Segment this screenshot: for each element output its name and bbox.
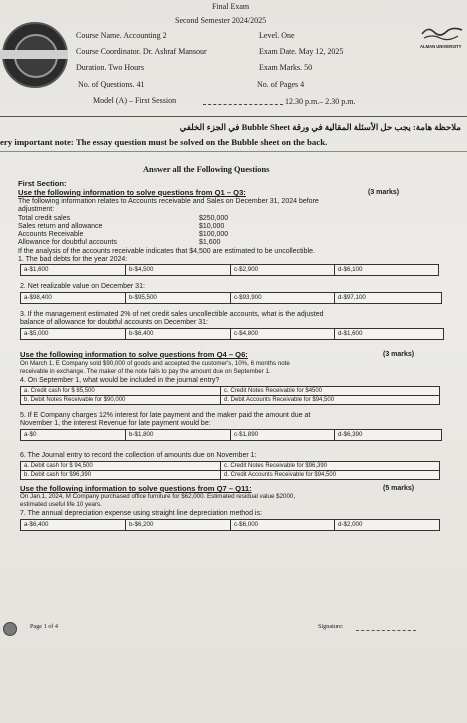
q7-options xyxy=(20,519,440,531)
item-value: $1,600 xyxy=(199,239,221,246)
group2-heading: Use the following information to solve questions from Q4 – Q6: xyxy=(20,350,248,359)
group3-marks: (5 marks) xyxy=(383,485,415,492)
arabic-note: ملاحظة هامة: يجب حل الأسئلة المقالية في ورقة Bubble Sheet في الجزء الخلفي xyxy=(179,122,461,132)
header-divider xyxy=(0,116,467,117)
group3-heading: Use the following information to solve questions from Q7 – Q11: xyxy=(20,484,252,493)
item-label: Accounts Receivable xyxy=(18,231,84,238)
course-coordinator: Course Coordinator. Dr. Ashraf Mansour xyxy=(76,47,207,56)
model-dash-line xyxy=(203,104,283,105)
question-2: 2. Net realizable value on December 31: xyxy=(20,283,145,290)
group1-intro-line2: adjustment: xyxy=(18,206,55,213)
university-logo-text: ALMAN UNIVERSITY xyxy=(420,44,462,49)
question-1: 1. The bad debts for the year 2024: xyxy=(18,256,128,263)
q5-option-b[interactable]: b-$1,800 xyxy=(129,431,154,438)
group2-intro-line2: receivable in exchange. The maker of the note fails to pay the amount due on September 1. xyxy=(20,368,271,375)
question-7: 7. The annual depreciation expense using straight line depreciation method is: xyxy=(20,510,262,517)
group1-intro-line1: The following information relates to Accounts receivable and Sales on December 31, 2024 before xyxy=(18,198,319,205)
q2-option-c[interactable]: c-$93,900 xyxy=(234,294,262,301)
q1-option-d[interactable]: d-$6,100 xyxy=(338,266,363,273)
question-3-line2: balance of allowance for doubtful accounts on December 31: xyxy=(20,319,208,326)
q2-option-b[interactable]: b-$95,500 xyxy=(129,294,157,301)
q1-option-a[interactable]: a-$1,600 xyxy=(24,266,49,273)
q4-option-d[interactable]: d. Debit Accounts Receivable for $94,500 xyxy=(224,397,335,403)
group2-marks: (3 marks) xyxy=(383,351,415,358)
page-number: Page 1 of 4 xyxy=(30,623,59,630)
q7-option-d[interactable]: d-$2,000 xyxy=(338,521,363,528)
level-label: Level. One xyxy=(259,31,295,40)
group1-heading: Use the following information to solve questions from Q1 – Q3: xyxy=(18,188,246,197)
exam-time: 12.30 p.m.– 2.30 p.m. xyxy=(285,97,356,106)
item-value: $250,000 xyxy=(199,215,229,222)
exam-date: Exam Date. May 12, 2025 xyxy=(259,47,344,56)
q3-options xyxy=(20,328,444,340)
question-5-line2: November 1, the interest Revenue for late payment would be: xyxy=(20,420,211,427)
q1-option-c[interactable]: c-$2,900 xyxy=(234,266,259,273)
q1-options xyxy=(20,264,439,276)
q2-option-d[interactable]: d-$97,100 xyxy=(338,294,366,301)
group1-marks: (3 marks) xyxy=(368,189,400,196)
q1-option-b[interactable]: b-$4,500 xyxy=(129,266,154,273)
course-name: Course Name. Accounting 2 xyxy=(76,31,167,40)
q4-option-b[interactable]: b. Debit Notes Receivable for $90,000 xyxy=(24,397,126,403)
q6-options xyxy=(20,461,440,480)
question-6: 6. The Journal entry to record the collection of amounts due on November 1: xyxy=(20,452,257,459)
exam-model: Model (A) – First Session xyxy=(93,96,177,105)
semester-label: Second Semester 2024/2025 xyxy=(175,16,267,25)
item-label: Total credit sales xyxy=(18,215,71,222)
page-count: No. of Pages 4 xyxy=(257,80,305,89)
q5-option-a[interactable]: a-$0 xyxy=(24,431,37,438)
q5-option-c[interactable]: c-$1,890 xyxy=(234,431,259,438)
item-value: $100,000 xyxy=(199,231,229,238)
exam-duration: Duration. Two Hours xyxy=(76,63,144,72)
exam-title: Final Exam xyxy=(212,2,250,11)
item-value: $10,000 xyxy=(199,223,225,230)
q7-option-c[interactable]: c-$6,000 xyxy=(234,521,259,528)
question-count: No. of Questions. 41 xyxy=(78,80,145,89)
q6-option-c[interactable]: c. Credit Notes Receivable for $96,390 xyxy=(224,463,328,469)
university-seal-logo xyxy=(2,22,68,88)
signature-label: Signature: xyxy=(318,623,344,630)
exam-marks: Exam Marks. 50 xyxy=(259,63,313,72)
group2-intro-line1: On March 1, E Company sold $90,000 of goods and accepted the customer's, 10%, 6 months note xyxy=(20,360,290,367)
q7-option-a[interactable]: a-$6,400 xyxy=(24,521,49,528)
q6-option-a[interactable]: a. Debit cash for $ 94,500 xyxy=(24,463,93,469)
question-3-line1: 3. If the management estimated 2% of net credit sales uncollectible accounts, what is the adjusted xyxy=(20,311,324,318)
q3-option-b[interactable]: b-$6,400 xyxy=(129,330,154,337)
q4-options xyxy=(20,386,440,405)
question-5-line1: 5. If E Company charges 12% interest for late payment and the maker paid the amount due at xyxy=(20,412,311,419)
q2-options xyxy=(20,292,442,304)
q4-option-c[interactable]: c. Credit Notes Receivable for $4500 xyxy=(224,388,323,394)
q6-option-b[interactable]: b. Debit cash for $96,390 xyxy=(24,472,92,478)
q7-option-b[interactable]: b-$6,200 xyxy=(129,521,154,528)
item-label: Sales return and allowance xyxy=(18,223,103,230)
group3-intro-line1: On Jan.1, 2024, M Company purchased office furniture for $62,000. Estimated residual value $2000, xyxy=(20,493,296,500)
group3-intro-line2: estimated useful life 10 years. xyxy=(20,501,102,508)
q4-option-a[interactable]: a. Credit cash for $ 85,500 xyxy=(24,388,95,394)
hole-punch-icon xyxy=(3,622,17,636)
q2-option-a[interactable]: a-$98,400 xyxy=(24,294,52,301)
question-4: 4. On September 1, what would be included in the journal entry? xyxy=(20,377,220,384)
english-note: ery important note: The essay question must be solved on the Bubble sheet on the back. xyxy=(0,137,328,147)
q3-option-a[interactable]: a-$5,000 xyxy=(24,330,49,337)
notes-divider xyxy=(0,151,467,152)
university-logo xyxy=(418,24,466,52)
analysis-note: If the analysis of the accounts receivable indicates that $4,500 are estimated to be uncollectible. xyxy=(18,248,315,255)
q6-option-d[interactable]: d. Credit Accounts Receivable for $94,500 xyxy=(224,472,337,478)
instructions: Answer all the Following Questions xyxy=(143,165,270,174)
section-title: First Section: xyxy=(18,179,67,188)
q3-option-d[interactable]: d-$1,600 xyxy=(338,330,363,337)
q5-options xyxy=(20,429,442,441)
q5-option-d[interactable]: d-$6,390 xyxy=(338,431,363,438)
q3-option-c[interactable]: c-$4,800 xyxy=(234,330,259,337)
signature-line[interactable] xyxy=(356,630,416,631)
item-label: Allowance for doubtful accounts xyxy=(18,239,117,246)
